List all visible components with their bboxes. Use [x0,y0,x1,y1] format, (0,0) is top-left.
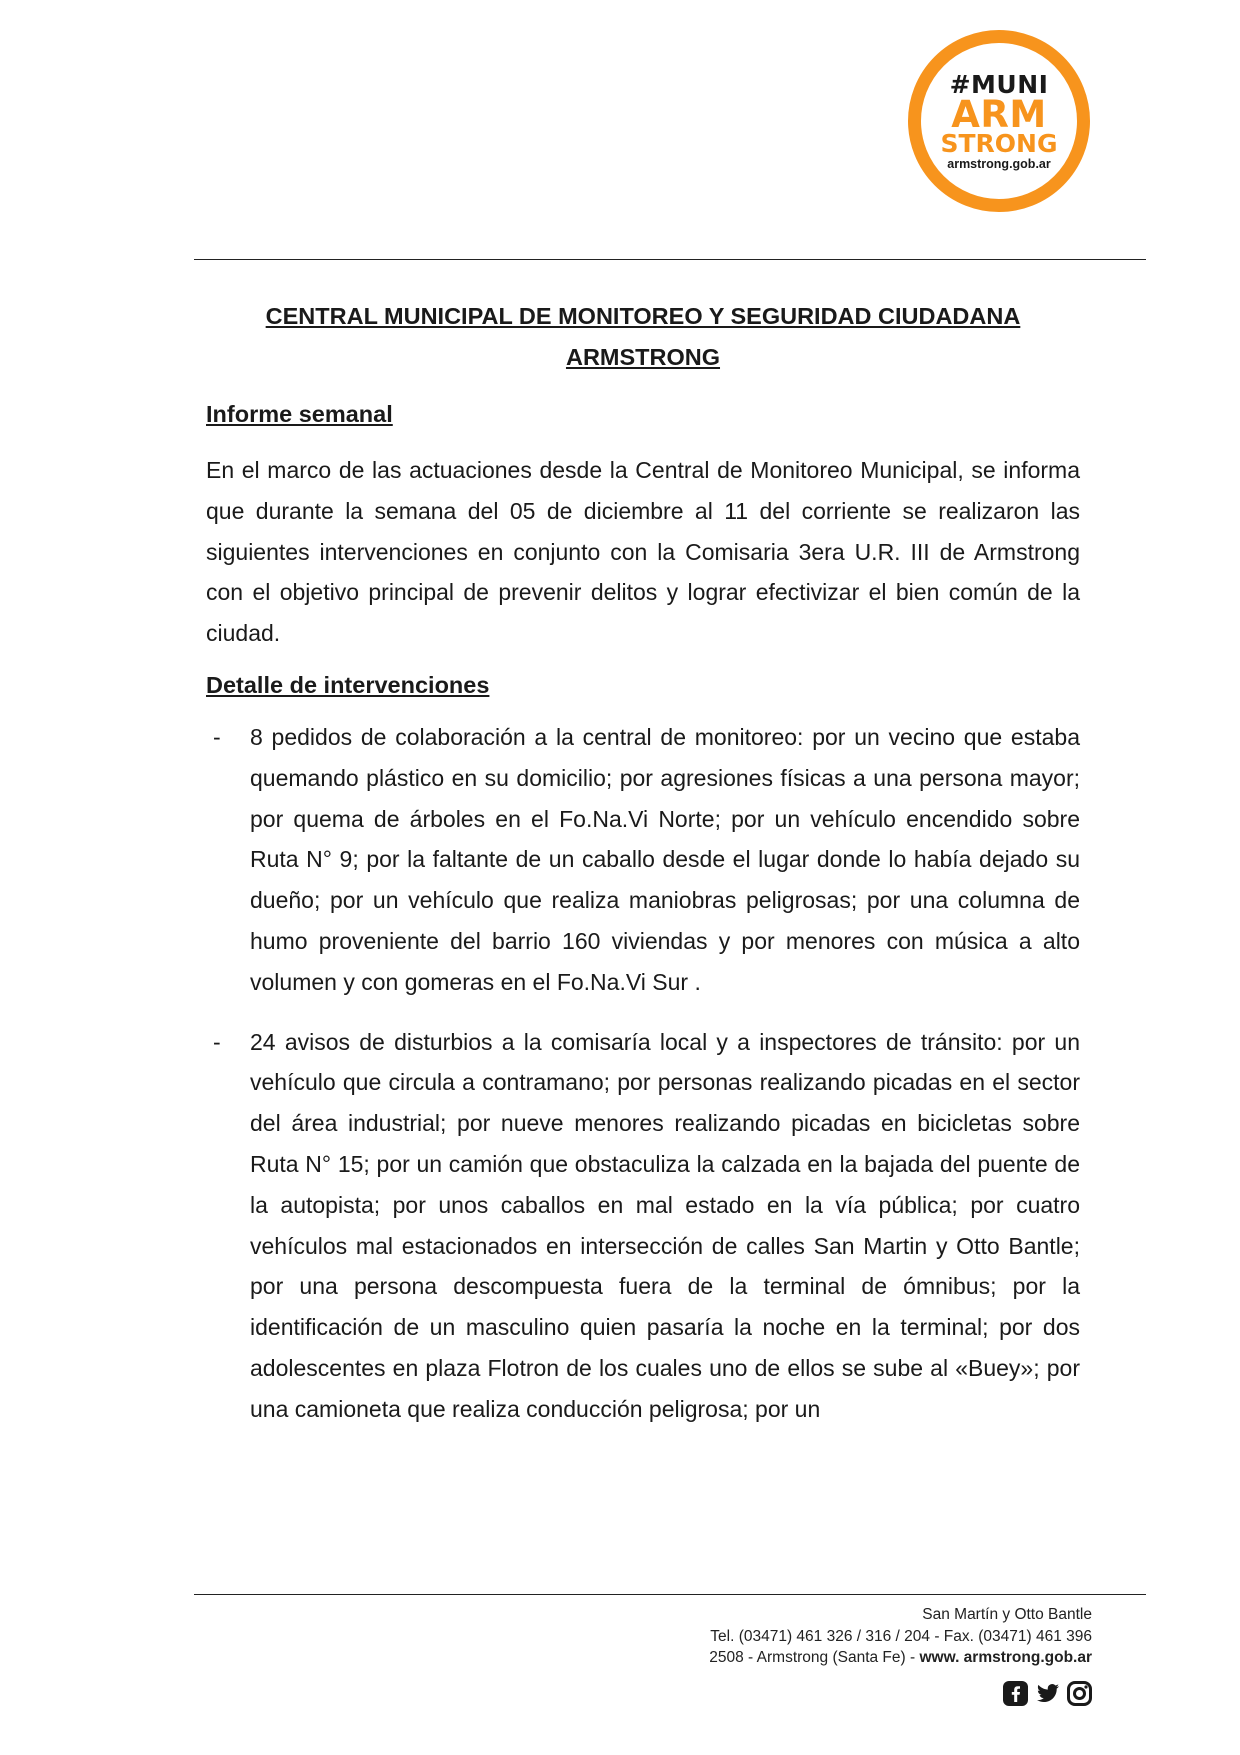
logo-line-muni: #MUNI [949,69,1049,99]
document-body [206,296,1080,1430]
list-bullet: - [213,1028,221,1055]
footer-contact [709,1604,1092,1669]
list-item-text: 8 pedidos de colaboración a la central de monitoreo: por un vecino que estaba quemando plástico en su domicilio; por agresiones físicas a una persona mayor; por quema de árboles en el Fo.Na.Vi Norte; por un vehículo encendido sobre Ruta N° 9; por la faltante de un caballo desde el lugar donde lo había dejado su dueño; por un vehículo que realiza maniobras peligrosas; por una columna de humo proveniente del barrio 160 viviendas y por menores con música a alto volumen y con gomeras en el Fo.Na.Vi Sur . [250,723,1080,995]
footer-phone: Tel. (03471) 461 326 / 316 / 204 - Fax. (03471) 461 396 [710,1627,1092,1645]
footer-divider [194,1594,1146,1595]
logo-web: armstrong.gob.ar [947,156,1051,171]
list-bullet: - [213,723,221,750]
twitter-icon[interactable] [1034,1680,1061,1707]
intro-paragraph: En el marco de las actuaciones desde la Central de Monitoreo Municipal, se informa que durante la semana del 05 de diciembre al 11 del corriente se realizaron las siguientes intervenciones en conjunto con la Comisaria 3era U.R. III de Armstrong con el objetivo principal de prevenir delitos y lograr efectivizar el bien común de la ciudad. [206,457,1080,647]
footer-website-link[interactable]: www. armstrong.gob.ar [919,1649,1092,1666]
interventions-list [206,717,1080,1430]
title-line-2: ARMSTRONG [565,344,721,370]
list-item-text: 24 avisos de disturbios a la comisaría local y a inspectores de tránsito: por un vehículo que circula a contramano; por personas realizando picadas en el sector del área industrial; por nueve menores realizando picadas en bicicletas sobre Ruta N° 15; por un camión que obstaculiza la calzada en la bajada del puente de la autopista; por unos caballos en mal estado en la vía pública; por cuatro vehículos mal estacionados en intersección de calles San Martin y Otto Bantle; por una persona descompuesta fuera de la terminal de ómnibus; por la identificación de un masculino quien pasaría la noche en la terminal; por dos adolescentes en plaza Flotron de los cuales uno de ellos se sube al «Buey»; por una camioneta que realiza conducción peligrosa; por un [250,1028,1080,1422]
footer-city: 2508 - Armstrong (Santa Fe) - [709,1649,920,1666]
municipality-logo [908,30,1090,212]
facebook-icon[interactable] [1002,1680,1029,1707]
list-item [206,1022,1080,1430]
logo-line-arm: ARM [951,92,1047,136]
header-divider [194,259,1146,260]
footer-address: San Martín y Otto Bantle [922,1606,1092,1623]
logo-line-strong: STRONG [940,128,1058,158]
section-heading-informe: Informe semanal [206,401,393,427]
title-line-1: CENTRAL MUNICIPAL DE MONITOREO Y SEGURIDAD CIUDADANA [265,303,1021,329]
list-item [206,717,1080,1003]
footer-city-line [709,1647,1092,1669]
social-icons [1002,1680,1093,1707]
document-title [206,296,1080,378]
section-heading-detalle: Detalle de intervenciones [206,671,490,698]
instagram-icon[interactable] [1066,1680,1093,1707]
